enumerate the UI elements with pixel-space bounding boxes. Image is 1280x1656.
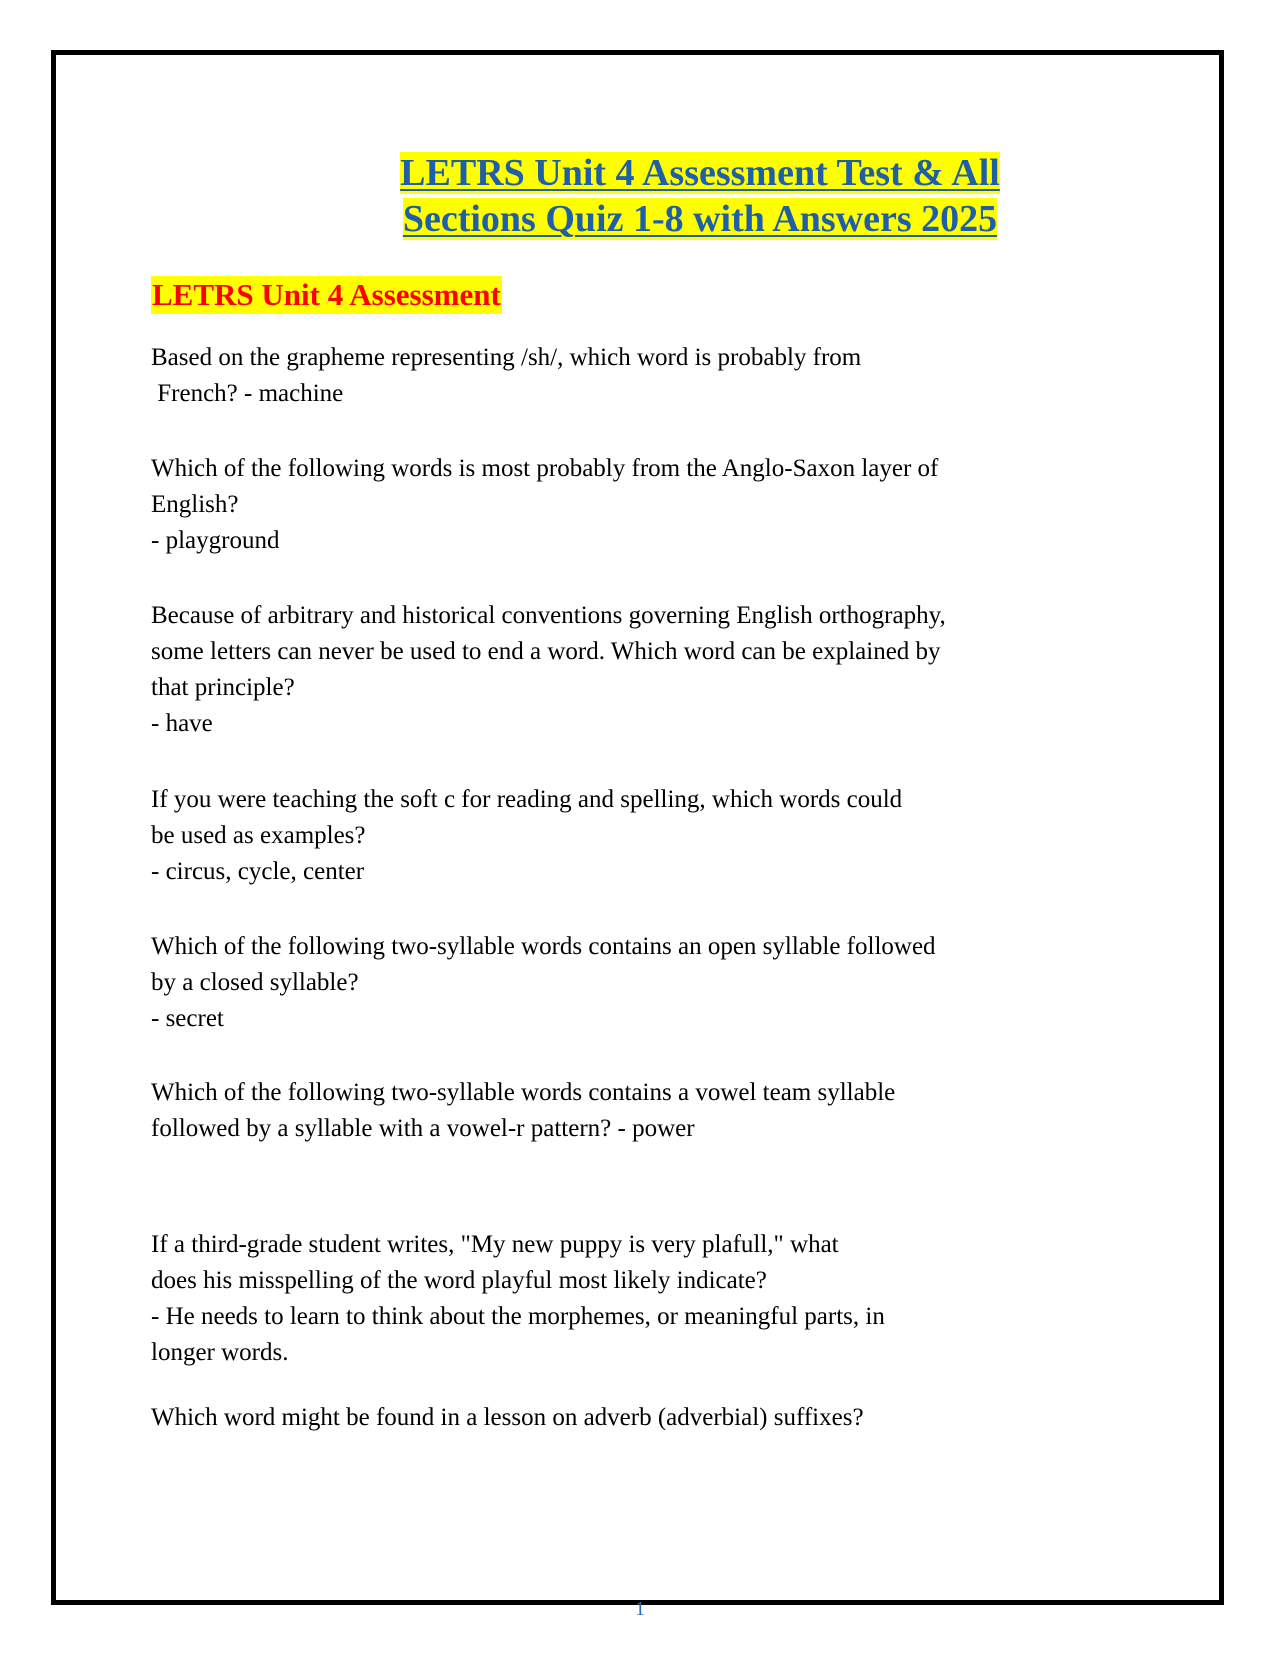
question-text: Which of the following two-syllable words contains a vowel team syllable xyxy=(151,1079,896,1106)
question-text: does his misspelling of the word playful most likely indicate? xyxy=(151,1267,767,1294)
question-text: If you were teaching the soft c for reading and spelling, which words could xyxy=(151,786,903,813)
question-2 xyxy=(151,451,938,559)
page-number: 1 xyxy=(635,1598,645,1620)
answer-text: French? - machine xyxy=(151,380,344,407)
question-text: Which of the following words is most probably from the Anglo-Saxon layer of xyxy=(151,455,939,482)
answer-text: - have xyxy=(151,710,213,737)
question-4 xyxy=(151,782,902,890)
title-line-2: Sections Quiz 1-8 with Answers 2025 xyxy=(402,198,998,240)
answer-text: - He needs to learn to think about the morphemes, or meaningful parts, in xyxy=(151,1303,885,1330)
answer-text: - secret xyxy=(151,1005,224,1032)
answer-text: longer words. xyxy=(151,1339,289,1366)
question-text: followed by a syllable with a vowel-r pattern? - power xyxy=(151,1115,695,1142)
title-line-1: LETRS Unit 4 Assessment Test & All xyxy=(400,152,1000,194)
question-text: be used as examples? xyxy=(151,822,366,849)
question-8 xyxy=(151,1400,864,1436)
answer-text: - circus, cycle, center xyxy=(151,858,365,885)
section-heading: LETRS Unit 4 Assessment xyxy=(152,277,501,312)
question-text: Because of arbitrary and historical conventions governing English orthography, xyxy=(151,602,946,629)
question-text: Which of the following two-syllable words contains an open syllable followed xyxy=(151,933,936,960)
answer-text: - playground xyxy=(151,527,280,554)
question-text: Which word might be found in a lesson on adverb (adverbial) suffixes? xyxy=(151,1404,864,1431)
question-5 xyxy=(151,929,936,1037)
document-title xyxy=(300,150,1100,242)
question-text: that principle? xyxy=(151,674,295,701)
question-text: by a closed syllable? xyxy=(151,969,359,996)
question-1 xyxy=(151,340,861,412)
question-text: Based on the grapheme representing /sh/, which word is probably from xyxy=(151,344,862,371)
question-text: If a third-grade student writes, "My new puppy is very plafull," what xyxy=(151,1231,839,1258)
question-3 xyxy=(151,598,946,742)
question-text: some letters can never be used to end a word. Which word can be explained by xyxy=(151,638,941,665)
question-text: English? xyxy=(151,491,239,518)
question-7 xyxy=(151,1227,885,1371)
question-6 xyxy=(151,1075,895,1147)
